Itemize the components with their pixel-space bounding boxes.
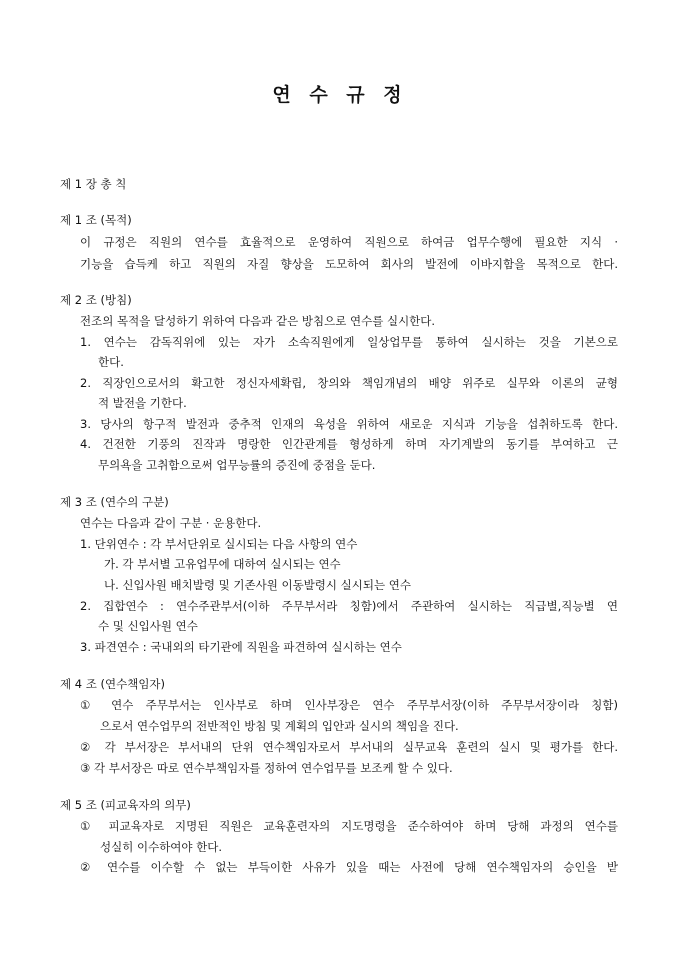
article-3-line-7: 3. 파견연수 : 국내외의 타기관에 직원을 파견하여 실시하는 연수 (80, 640, 402, 654)
article-5-line-1: ① 피교육자로 지명된 직원은 교육훈련자의 지도명령을 준수하여야 하며 당해 과정의 연수를 (80, 819, 618, 833)
article-3-line-2: 1. 단위연수 : 각 부서단위로 실시되는 다음 사항의 연수 (80, 537, 358, 551)
article-2-line-3: 한다. (98, 355, 124, 369)
article-5-line-3: ② 연수를 이수할 수 없는 부득이한 사유가 있을 때는 사전에 당해 연수책임자의 승인을 받 (80, 860, 618, 874)
article-2-line-1: 전조의 목적을 달성하기 위하여 다음과 같은 방침으로 연수를 실시한다. (80, 314, 436, 328)
article-3-line-1: 연수는 다음과 같이 구분 · 운용한다. (80, 516, 262, 530)
article-2-line-5: 적 발전을 기한다. (98, 396, 187, 410)
article-2-line-7: 4. 건전한 기풍의 진작과 명랑한 인간관계를 형성하게 하며 자기계발의 동기를 부여하고 근 (80, 437, 618, 451)
article-4-heading: 제 4 조 (연수책임자) (60, 677, 166, 691)
article-4-line-3: ② 각 부서장은 부서내의 단위 연수책임자로서 부서내의 실무교육 훈련의 실시 및 평가를 한다. (80, 740, 618, 754)
article-2-line-8: 무의욕을 고취함으로써 업무능률의 증진에 중점을 둔다. (98, 458, 376, 472)
document-title: 연 수 규 정 (272, 84, 408, 106)
article-3-line-4: 나. 신입사원 배치발령 및 기존사원 이동발령시 실시되는 연수 (104, 578, 411, 592)
article-2-line-6: 3. 당사의 항구적 발전과 중추적 인재의 육성을 위하여 새로운 지식과 기능을 섭취하도록 한다. (80, 417, 618, 431)
article-1-line-1: 이 규정은 직원의 연수를 효율적으로 운영하여 직원으로 하여금 업무수행에 필요한 지식 · (80, 235, 618, 249)
article-5-line-2: 성실히 이수하여야 한다. (100, 840, 223, 854)
article-2-line-4: 2. 직장인으로서의 확고한 정신자세확립, 창의와 책임개념의 배양 위주로 실무와 이론의 균형 (80, 376, 618, 390)
article-3-line-6: 수 및 신입사원 연수 (98, 619, 198, 633)
article-3-line-5: 2. 집합연수 : 연수주관부서(이하 주무부서라 칭함)에서 주관하여 실시하는 직급별,직능별 연 (80, 599, 618, 613)
article-3-heading: 제 3 조 (연수의 구분) (60, 495, 169, 509)
article-5-heading: 제 5 조 (피교육자의 의무) (60, 798, 191, 812)
article-2-line-2: 1. 연수는 감독직위에 있는 자가 소속직원에게 일상업무를 통하여 실시하는 것을 기본으로 (80, 335, 618, 349)
chapter-heading: 제 1 장 총 칙 (60, 177, 127, 191)
article-1-heading: 제 1 조 (목적) (60, 213, 132, 227)
article-1-line-2: 기능을 습득케 하고 직원의 자질 향상을 도모하여 회사의 발전에 이바지함을 목적으로 한다. (80, 257, 618, 271)
article-4-line-2: 으로서 연수업무의 전반적인 방침 및 계획의 입안과 실시의 책임을 진다. (100, 719, 459, 733)
article-2-heading: 제 2 조 (방침) (60, 293, 132, 307)
article-4-line-4: ③ 각 부서장은 따로 연수부책임자를 정하여 연수업무를 보조케 할 수 있다. (80, 761, 453, 775)
article-4-line-1: ① 연수 주무부서는 인사부로 하며 인사부장은 연수 주무부서장(이하 주무부서장이라 칭함) (80, 698, 618, 712)
article-3-line-3: 가. 각 부서별 고유업무에 대하여 실시되는 연수 (104, 557, 341, 571)
